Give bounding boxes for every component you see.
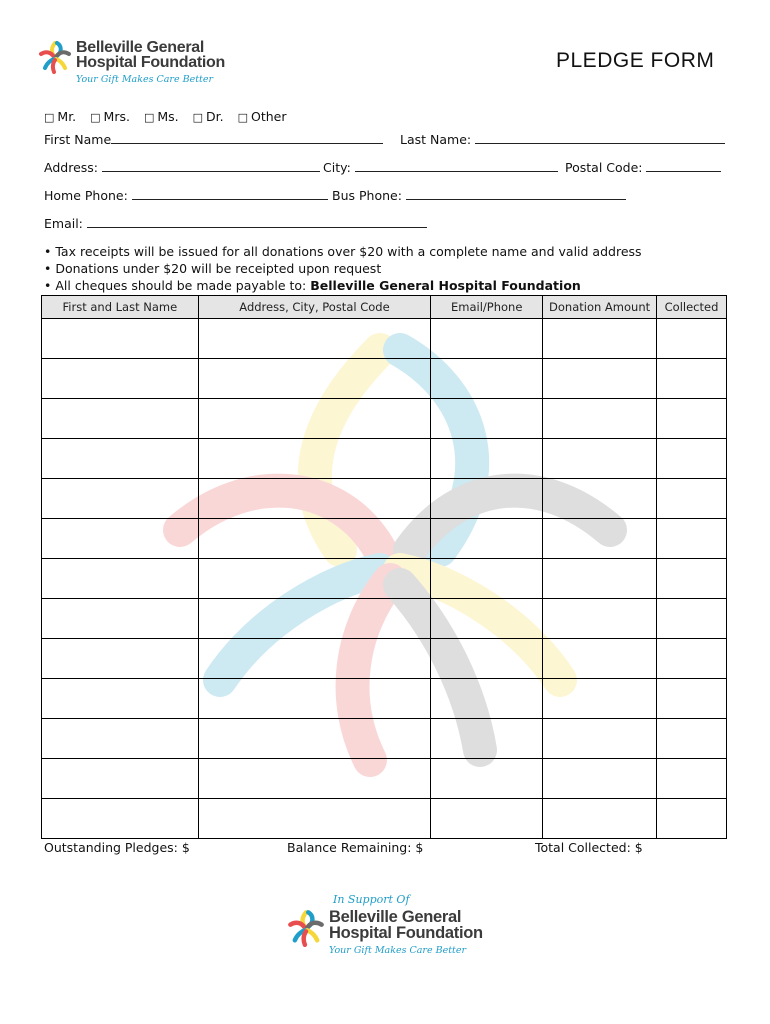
checkbox-mr[interactable]: □ xyxy=(44,111,55,124)
cell-collected[interactable] xyxy=(657,639,727,679)
cell-collected[interactable] xyxy=(657,439,727,479)
cell-email-phone[interactable] xyxy=(431,679,543,719)
cell-name[interactable] xyxy=(42,639,199,679)
cell-donation-amount[interactable] xyxy=(543,319,657,359)
cell-address[interactable] xyxy=(198,759,431,799)
first-name-field[interactable] xyxy=(111,131,383,144)
table-row xyxy=(42,559,727,599)
cell-donation-amount[interactable] xyxy=(543,679,657,719)
col-header-address: Address, City, Postal Code xyxy=(198,296,431,319)
salutation-dr: Dr. xyxy=(206,109,224,124)
cell-collected[interactable] xyxy=(657,799,727,839)
footer-tagline: Your Gift Makes Care Better xyxy=(329,945,467,956)
cell-name[interactable] xyxy=(42,679,199,719)
cell-address[interactable] xyxy=(198,359,431,399)
cell-name[interactable] xyxy=(42,439,199,479)
checkbox-dr[interactable]: □ xyxy=(192,111,204,124)
cell-address[interactable] xyxy=(198,519,431,559)
cell-address[interactable] xyxy=(198,799,431,839)
cell-donation-amount[interactable] xyxy=(543,519,657,559)
cell-name[interactable] xyxy=(42,799,199,839)
cell-collected[interactable] xyxy=(657,519,727,559)
col-header-email-phone: Email/Phone xyxy=(431,296,543,319)
cell-email-phone[interactable] xyxy=(431,519,543,559)
balance-remaining: Balance Remaining: $ xyxy=(287,840,424,855)
outstanding-pledges: Outstanding Pledges: $ xyxy=(44,840,190,855)
table-row xyxy=(42,319,727,359)
org-name-line2: Hospital Foundation xyxy=(76,54,225,71)
table-row xyxy=(42,679,727,719)
cell-address[interactable] xyxy=(198,679,431,719)
cell-address[interactable] xyxy=(198,399,431,439)
foundation-logo xyxy=(38,40,225,85)
cell-donation-amount[interactable] xyxy=(543,639,657,679)
cell-collected[interactable] xyxy=(657,759,727,799)
salutation-other: Other xyxy=(251,109,287,124)
table-row xyxy=(42,639,727,679)
cell-donation-amount[interactable] xyxy=(543,359,657,399)
cell-name[interactable] xyxy=(42,759,199,799)
cell-address[interactable] xyxy=(198,719,431,759)
cell-email-phone[interactable] xyxy=(431,319,543,359)
cell-collected[interactable] xyxy=(657,319,727,359)
cell-donation-amount[interactable] xyxy=(543,399,657,439)
cell-collected[interactable] xyxy=(657,399,727,439)
address-field[interactable] xyxy=(102,159,320,172)
col-header-donation-amount: Donation Amount xyxy=(543,296,657,319)
cell-donation-amount[interactable] xyxy=(543,599,657,639)
cell-address[interactable] xyxy=(198,439,431,479)
cell-name[interactable] xyxy=(42,399,199,439)
salutation-mrs: Mrs. xyxy=(103,109,130,124)
cell-email-phone[interactable] xyxy=(431,479,543,519)
table-header-row xyxy=(42,296,727,319)
postal-code-label: Postal Code: xyxy=(565,160,643,175)
checkbox-ms[interactable]: □ xyxy=(143,111,155,124)
form-title: PLEDGE FORM xyxy=(556,49,715,72)
cell-donation-amount[interactable] xyxy=(543,759,657,799)
cell-email-phone[interactable] xyxy=(431,559,543,599)
cell-email-phone[interactable] xyxy=(431,359,543,399)
table-row xyxy=(42,719,727,759)
salutation-ms: Ms. xyxy=(157,109,179,124)
tagline: Your Gift Makes Care Better xyxy=(76,74,214,85)
cell-address[interactable] xyxy=(198,479,431,519)
checkbox-mrs[interactable]: □ xyxy=(90,111,101,124)
cell-email-phone[interactable] xyxy=(431,399,543,439)
star-logo-icon xyxy=(287,909,325,947)
cell-name[interactable] xyxy=(42,319,199,359)
cell-name[interactable] xyxy=(42,519,199,559)
cell-name[interactable] xyxy=(42,559,199,599)
table-row xyxy=(42,799,727,839)
cell-collected[interactable] xyxy=(657,599,727,639)
note-under-20: • Donations under $20 will be receipted upon request xyxy=(44,261,382,276)
note-tax-receipts: • Tax receipts will be issued for all donations over $20 with a complete name and valid address xyxy=(44,244,642,259)
email-field[interactable] xyxy=(87,215,427,228)
table-row xyxy=(42,759,727,799)
total-collected: Total Collected: $ xyxy=(535,840,643,855)
cell-collected[interactable] xyxy=(657,559,727,599)
cell-collected[interactable] xyxy=(657,679,727,719)
table-row xyxy=(42,359,727,399)
bus-phone-field[interactable] xyxy=(406,187,626,200)
table-row xyxy=(42,399,727,439)
star-logo-icon xyxy=(38,40,72,74)
pledge-table xyxy=(41,295,727,839)
last-name-label: Last Name: xyxy=(400,132,472,147)
city-label: City: xyxy=(323,160,351,175)
table-row xyxy=(42,479,727,519)
last-name-field[interactable] xyxy=(475,131,725,144)
cell-name[interactable] xyxy=(42,479,199,519)
address-label: Address: xyxy=(44,160,98,175)
cell-name[interactable] xyxy=(42,719,199,759)
col-header-collected: Collected xyxy=(657,296,727,319)
cell-address[interactable] xyxy=(198,599,431,639)
footer-org-name-line2: Hospital Foundation xyxy=(329,924,483,942)
cell-address[interactable] xyxy=(198,639,431,679)
in-support-of: In Support Of xyxy=(333,893,410,906)
table-row xyxy=(42,599,727,639)
city-field[interactable] xyxy=(355,159,558,172)
table-row xyxy=(42,439,727,479)
home-phone-field[interactable] xyxy=(132,187,328,200)
email-label: Email: xyxy=(44,216,83,231)
cell-email-phone[interactable] xyxy=(431,439,543,479)
cell-name[interactable] xyxy=(42,599,199,639)
cell-donation-amount[interactable] xyxy=(543,719,657,759)
note-cheques: • All cheques should be made payable to: Belleville General Hospital Foundation xyxy=(44,278,581,293)
cell-donation-amount[interactable] xyxy=(543,799,657,839)
cell-collected[interactable] xyxy=(657,479,727,519)
table-row xyxy=(42,519,727,559)
cell-donation-amount[interactable] xyxy=(543,479,657,519)
payee-name: Belleville General Hospital Foundation xyxy=(310,278,581,293)
cell-address[interactable] xyxy=(198,559,431,599)
cell-donation-amount[interactable] xyxy=(543,559,657,599)
org-name-line1: Belleville General xyxy=(76,39,205,56)
cell-email-phone[interactable] xyxy=(431,639,543,679)
salutation-row xyxy=(44,109,297,124)
cell-collected[interactable] xyxy=(657,719,727,759)
cell-email-phone[interactable] xyxy=(431,799,543,839)
salutation-mr: Mr. xyxy=(57,109,77,124)
cell-name[interactable] xyxy=(42,359,199,399)
cell-email-phone[interactable] xyxy=(431,759,543,799)
cell-email-phone[interactable] xyxy=(431,599,543,639)
cell-donation-amount[interactable] xyxy=(543,439,657,479)
checkbox-other[interactable]: □ xyxy=(237,111,249,124)
cell-address[interactable] xyxy=(198,319,431,359)
footer-foundation-logo xyxy=(287,909,483,956)
first-name-label: First Name xyxy=(44,132,112,147)
cell-email-phone[interactable] xyxy=(431,719,543,759)
notes-list xyxy=(44,243,642,294)
cell-collected[interactable] xyxy=(657,359,727,399)
bus-phone-label: Bus Phone: xyxy=(332,188,402,203)
footer-org-name-line1: Belleville General xyxy=(329,908,462,926)
col-header-name: First and Last Name xyxy=(42,296,199,319)
home-phone-label: Home Phone: xyxy=(44,188,128,203)
postal-code-field[interactable] xyxy=(646,159,721,172)
